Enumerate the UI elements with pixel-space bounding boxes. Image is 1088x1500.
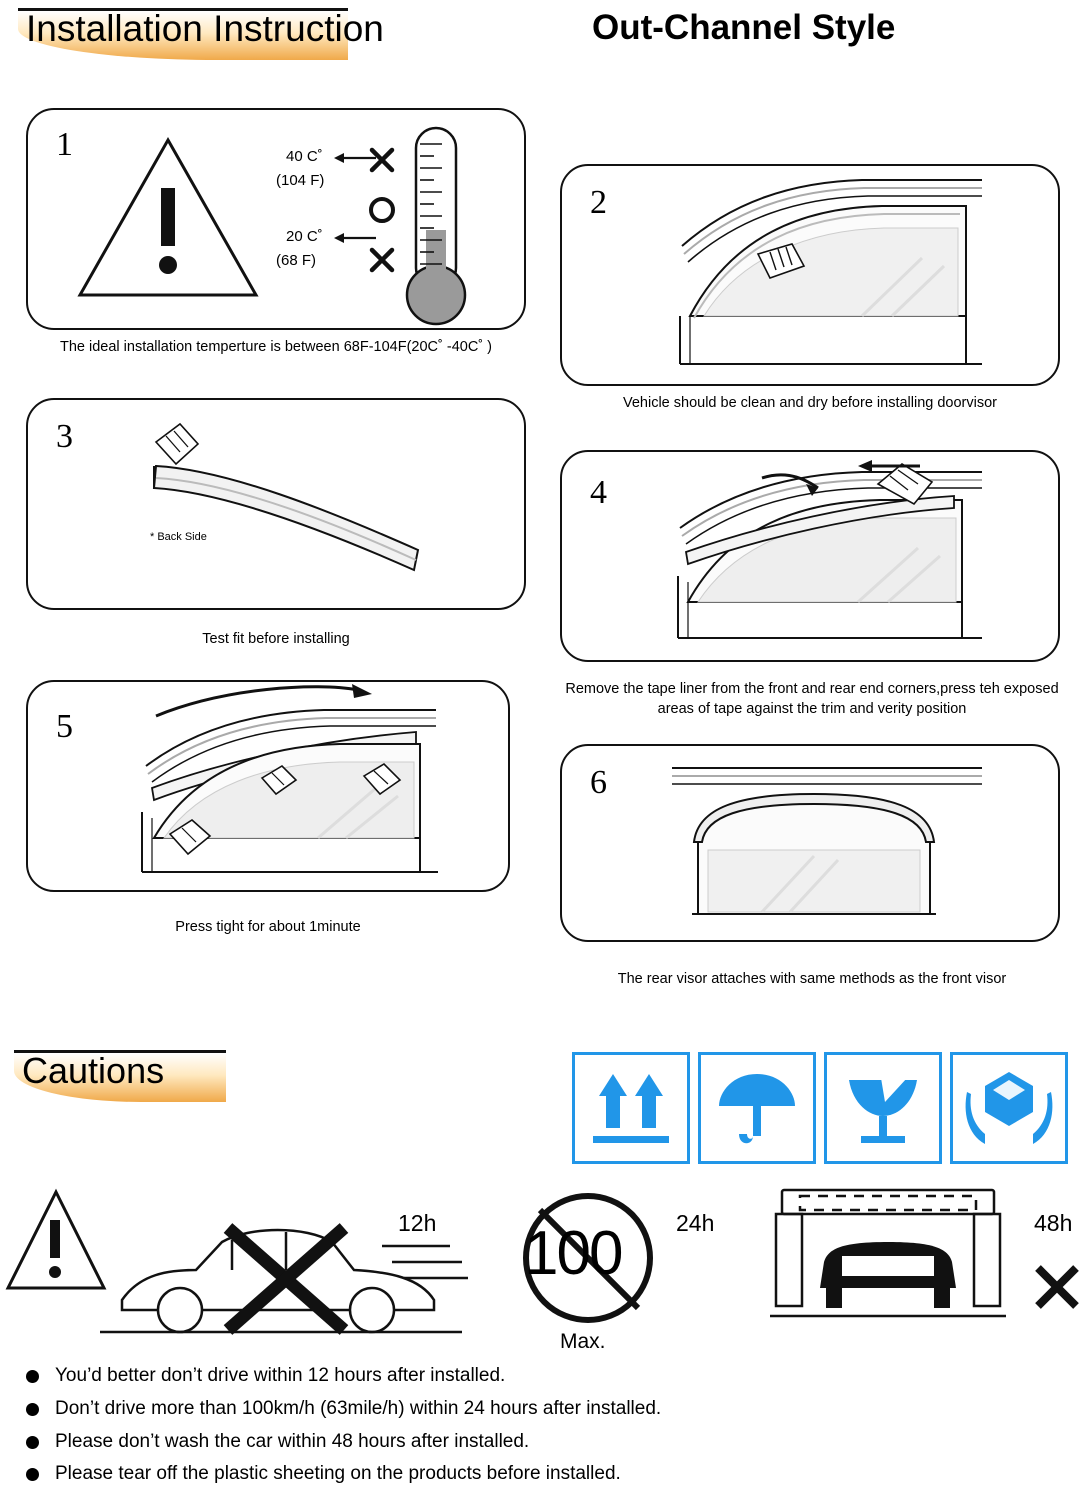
step-6-caption: The rear visor attaches with same methods as the front visor	[617, 971, 1007, 987]
list-item	[14, 1364, 1074, 1388]
installation-heading-text: Installation Instruction	[26, 8, 384, 49]
step-2-illustration	[562, 166, 1060, 386]
caution-graphics	[0, 1170, 1088, 1360]
step-6-number: 6	[590, 764, 607, 801]
step-3-caption: Test fit before installing	[202, 631, 350, 647]
bullet-text: Please tear off the plastic sheeting on the products before installed.	[55, 1463, 621, 1485]
step-3-panel	[26, 398, 526, 610]
bullet-icon	[26, 1403, 39, 1416]
step-2-panel	[560, 164, 1060, 386]
step-5-caption: Press tight for about 1minute	[175, 919, 361, 935]
step-1-hot-f-label: (104 F)	[276, 172, 325, 189]
this-side-up-icon	[572, 1052, 690, 1164]
style-heading-text: Out-Channel Style	[592, 8, 896, 47]
step-2-caption: Vehicle should be clean and dry before installing doorvisor	[622, 395, 997, 411]
step-5-illustration	[28, 682, 510, 892]
speed-limit-max-label: Max.	[560, 1330, 606, 1353]
step-3-illustration	[28, 400, 526, 610]
step-3-back-side-label: * Back Side	[150, 531, 207, 543]
step-1-cold-c-label: 20 C˚	[286, 228, 323, 245]
step-1-number: 1	[56, 126, 73, 163]
list-item	[14, 1462, 1074, 1486]
step-1-illustration	[28, 110, 526, 330]
step-1-hot-c-label: 40 C˚	[286, 148, 323, 165]
step-1-panel	[26, 108, 526, 330]
list-item	[14, 1397, 1074, 1421]
step-5-number: 5	[56, 708, 73, 745]
shipping-icon-row	[572, 1052, 1072, 1164]
bullet-text: Please don’t wash the car within 48 hours after installed.	[55, 1430, 530, 1452]
bullet-text: You’d better don’t drive within 12 hours after installed.	[55, 1365, 506, 1386]
step-4-illustration	[562, 452, 1060, 662]
bullet-icon	[26, 1436, 39, 1449]
bullet-text: Don’t drive more than 100km/h (63mile/h) within 24 hours after installed.	[55, 1397, 662, 1419]
step-4-panel	[560, 450, 1060, 662]
handle-with-care-icon	[950, 1052, 1068, 1164]
cautions-heading	[10, 1048, 330, 1110]
bullet-icon	[26, 1370, 39, 1383]
step-5-panel	[26, 680, 510, 892]
cautions-heading-text: Cautions	[22, 1050, 165, 1091]
step-3-number: 3	[56, 418, 73, 455]
step-1-cold-f-label: (68 F)	[276, 252, 317, 269]
keep-away-from-sunlight-icon	[824, 1052, 942, 1164]
step-1-caption: The ideal installation temperture is between 68F-104F(20C˚ -40C˚ )	[60, 339, 492, 355]
cautions-bullet-list	[14, 1364, 1074, 1495]
speed-hours-label: 24h	[676, 1210, 715, 1236]
list-item	[14, 1430, 1074, 1454]
step-4-number: 4	[590, 474, 607, 511]
step-4-caption: Remove the tape liner from the front and rear end corners,press teh exposed areas of tape against the trim and verity position	[565, 681, 1059, 717]
step-2-number: 2	[590, 184, 607, 221]
speed-limit-value: 100	[524, 1219, 622, 1288]
keep-dry-umbrella-icon	[698, 1052, 816, 1164]
step-6-panel	[560, 744, 1060, 942]
step-6-illustration	[562, 746, 1060, 942]
installation-heading	[14, 6, 554, 68]
no-drive-hours-label: 12h	[398, 1210, 437, 1236]
wash-hours-label: 48h	[1034, 1210, 1073, 1236]
bullet-icon	[26, 1468, 39, 1481]
